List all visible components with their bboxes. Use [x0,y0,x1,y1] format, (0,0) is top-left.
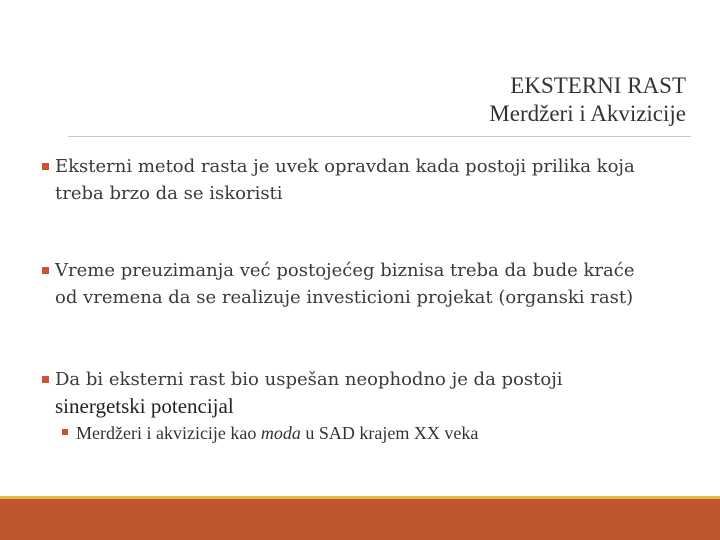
sub-bullet-text-before: Merdžeri i akvizicije kao [76,423,261,443]
sub-bullet-item [62,421,702,445]
bullet-2-line-1: Vreme preuzimanja već postojećeg biznisa treba da bude kraće [55,260,635,281]
bullet-text-1 [42,153,702,207]
sub-bullet-italic-word: moda [260,423,301,443]
bullet-item-1 [42,153,702,207]
title-subtitle: Merdžeri i Akvizicije [489,101,686,126]
bullet-1-line-2: treba brzo da se iskoristi [55,183,283,204]
bullet-item-3 [42,366,702,420]
sub-bullet-text-after: u SAD krajem XX veka [300,423,479,443]
bullet-text-2 [42,257,702,311]
square-bullet-icon [42,267,49,274]
sub-bullet-text [62,421,702,445]
bullet-2-line-2: od vremena da se realizuje investicioni projekat (organski rast) [55,287,634,308]
title-divider [68,136,691,137]
bullet-item-2 [42,257,702,311]
bullet-text-3 [42,366,702,420]
square-bullet-icon [42,376,49,383]
square-bullet-icon [62,429,68,435]
title-main: EKSTERNI RAST [510,73,686,98]
bullet-3-line-1: Da bi eksterni rast bio uspešan neophodno je da postoji [55,369,563,390]
bullet-1-line-1: Eksterni metod rasta je uvek opravdan kada postoji prilika koja [55,156,635,177]
bullet-3-emphasis: sinergetski potencijal [55,394,234,418]
footer-bar [0,499,720,540]
square-bullet-icon [42,163,49,170]
slide-title [489,72,686,128]
